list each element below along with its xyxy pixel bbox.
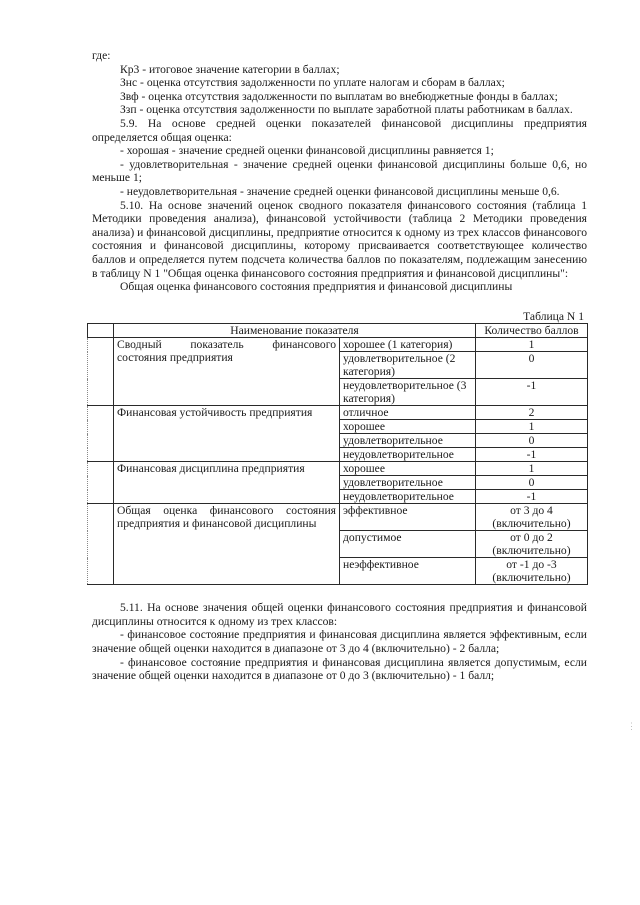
section-5-11-item-acceptable: - финансовое состояние предприятия и финансовая дисциплина является допустимым, если значение общей оценки находится в диапазоне от 0 до 3 (включительно) - 1 балл; <box>92 655 587 683</box>
assessment-table <box>87 323 588 585</box>
group-name: Финансовая устойчивость предприятия <box>114 406 340 462</box>
level-cell: хорошее <box>340 462 476 476</box>
definition-zvf: Звф - оценка отсутствия задолженности по выплатам во внебюджетные фонды в баллах; <box>120 89 558 103</box>
points-cell: от 0 до 2 (включительно) <box>476 531 588 558</box>
section-5-10-text: 5.10. На основе значений оценок сводного показателя финансового состояния (таблица 1 Методики проведения анализа), финансовой устойчивости (таблица 2 Методики проведения анализа) и финансовой дисциплины, предприятие относится к одному из трех классов финансового состояния и финансовой дисциплины, которому присваивается соответствующее количество баллов и определяется путем подсчета количества баллов по показателям, подлежащим занесению в таблицу N 1 "Общая оценка финансового состояния предприятия и финансовой дисциплины": <box>92 198 587 280</box>
section-5-9-item-satisfactory: - удовлетворительная - значение средней оценки финансовой дисциплины больше 0,6, но меньше 1; <box>92 157 587 185</box>
document-page <box>92 49 587 683</box>
points-cell: 2 <box>476 406 588 420</box>
level-cell: хорошее (1 категория) <box>340 338 476 352</box>
section-5-11-item-effective: - финансовое состояние предприятия и финансовая дисциплина является эффективным, если значение общей оценки находится в диапазоне от 3 до 4 (включительно) - 2 балла; <box>92 628 587 656</box>
level-cell: удовлетворительное <box>340 434 476 448</box>
section-5-9-lead: 5.9. На основе средней оценки показателей финансовой дисциплины предприятия определяется общая оценка: <box>92 116 587 144</box>
table-row <box>88 504 588 531</box>
table-header-row <box>88 324 588 338</box>
table-row <box>88 338 588 352</box>
section-5-9-item-unsatisfactory: - неудовлетворительная - значение средней оценки финансовой дисциплины меньше 0,6. <box>120 184 560 198</box>
level-cell: удовлетворительное <box>340 476 476 490</box>
group-name: Сводный показатель финансового состояния предприятия <box>114 338 340 406</box>
level-cell: неудовлетворительное (3 категория) <box>340 379 476 406</box>
level-cell: неудовлетворительное <box>340 490 476 504</box>
header-points: Количество баллов <box>476 324 588 338</box>
table-caption: Таблица N 1 <box>523 309 584 323</box>
points-cell: 1 <box>476 338 588 352</box>
level-cell: отличное <box>340 406 476 420</box>
section-5-9-item-good: - хорошая - значение средней оценки финансовой дисциплины равняется 1; <box>120 144 494 158</box>
level-cell: допустимое <box>340 531 476 558</box>
where-label: где: <box>92 49 111 62</box>
level-cell: удовлетворительное (2 категория) <box>340 352 476 379</box>
definition-zzp: Ззп - оценка отсутствия задолженности по выплате заработной платы работникам в баллах. <box>120 103 573 117</box>
group-name: Общая оценка финансового состояния предприятия и финансовой дисциплины <box>114 504 340 585</box>
points-cell: 1 <box>476 462 588 476</box>
section-spacer <box>92 585 587 601</box>
level-cell: эффективное <box>340 504 476 531</box>
table-row <box>88 406 588 420</box>
points-cell: от 3 до 4 (включительно) <box>476 504 588 531</box>
points-cell: 1 <box>476 420 588 434</box>
definition-kr3: Кр3 - итоговое значение категории в баллах; <box>120 62 340 76</box>
points-cell: -1 <box>476 448 588 462</box>
points-cell: 0 <box>476 476 588 490</box>
definition-zns: Знс - оценка отсутствия задолженности по уплате налогам и сборам в баллах; <box>120 76 505 90</box>
table-title: Общая оценка финансового состояния предприятия и финансовой дисциплины <box>120 280 513 294</box>
table-row <box>88 462 588 476</box>
section-5-11-lead: 5.11. На основе значения общей оценки финансового состояния предприятия и финансовой дисциплины относится к одному из трех классов: <box>92 601 587 628</box>
points-cell: -1 <box>476 379 588 406</box>
group-name: Финансовая дисциплина предприятия <box>114 462 340 504</box>
points-cell: 0 <box>476 352 588 379</box>
level-cell: неэффективное <box>340 558 476 585</box>
header-indicator: Наименование показателя <box>114 324 476 338</box>
scan-artifact: ⋮ <box>627 721 636 731</box>
points-cell: -1 <box>476 490 588 504</box>
points-cell: 0 <box>476 434 588 448</box>
level-cell: хорошее <box>340 420 476 434</box>
level-cell: неудовлетворительное <box>340 448 476 462</box>
points-cell: от -1 до -3 (включительно) <box>476 558 588 585</box>
